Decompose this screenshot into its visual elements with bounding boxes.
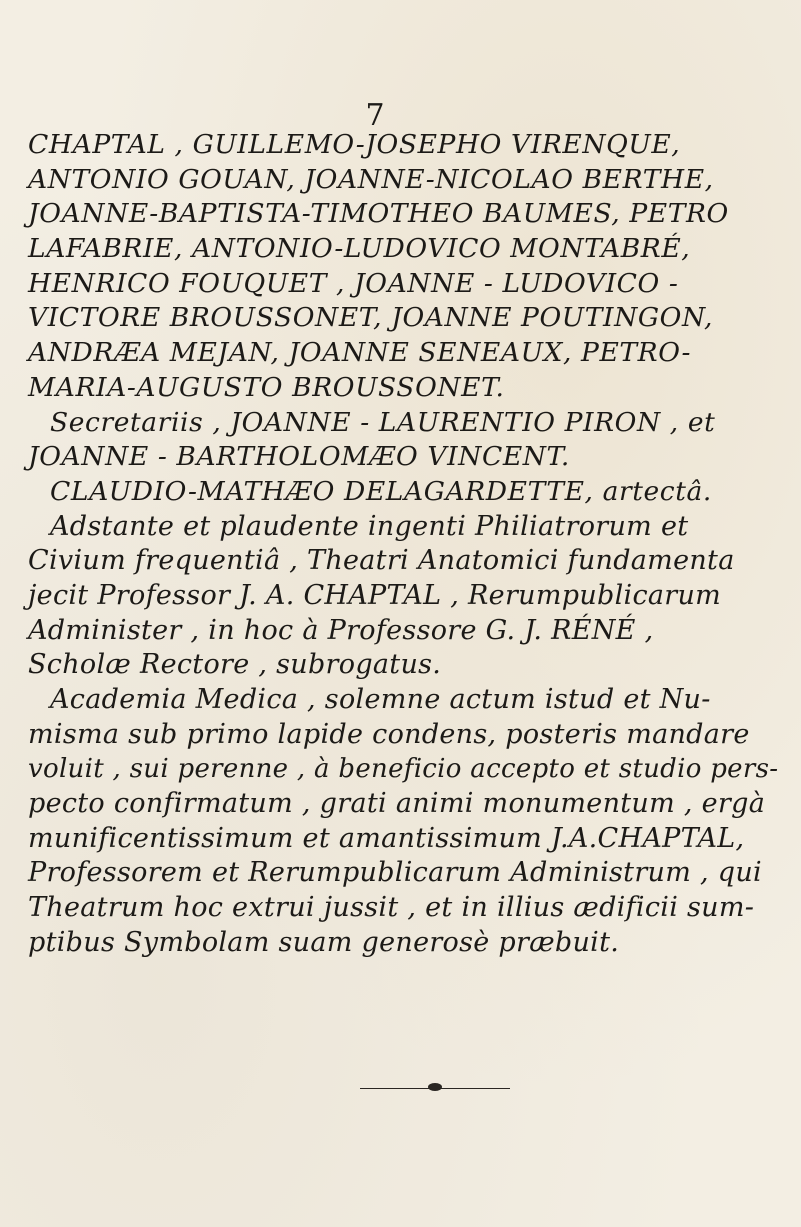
text-line-7: ANDRÆA MEJAN, JOANNE SENEAUX, PETRO- — [28, 337, 692, 369]
text-line-22: Professorem et Rerumpublicarum Administrum , qui — [28, 857, 762, 889]
text-line-8: MARIA-AUGUSTO BROUSSONET. — [28, 371, 505, 403]
text-line-15: Administer , in hoc à Professore G. J. RÉNÉ , — [28, 614, 654, 646]
text-line-11: CLAUDIO-MATHÆO DELAGARDETTE, artectâ. — [50, 475, 712, 507]
tailpiece-ornament — [428, 1083, 442, 1091]
text-line-21: munificentissimum et amantissimum J.A.CHAPTAL, — [28, 822, 745, 854]
text-line-10: JOANNE - BARTHOLOMÆO VINCENT. — [28, 441, 570, 473]
text-line-18: misma sub primo lapide condens, posteris mandare — [28, 718, 750, 750]
text-line-16: Scholæ Rectore , subrogatus. — [28, 649, 442, 681]
text-line-9: Secretariis , JOANNE - LAURENTIO PIRON , et — [50, 406, 716, 438]
text-line-6: VICTORE BROUSSONET, JOANNE POUTINGON, — [28, 302, 714, 334]
text-line-19: voluit , sui perenne , à beneficio accepto et studio pers- — [28, 754, 779, 785]
text-line-5: HENRICO FOUQUET , JOANNE - LUDOVICO - — [28, 267, 679, 299]
text-line-13: Civium frequentiâ , Theatri Anatomici fundamenta — [28, 545, 735, 577]
text-line-1: CHAPTAL , GUILLEMO-JOSEPHO VIRENQUE, — [28, 129, 681, 160]
text-line-17: Academia Medica , solemne actum istud et Nu- — [50, 684, 711, 715]
text-line-2: ANTONIO GOUAN, JOANNE-NICOLAO BERTHE, — [28, 163, 714, 195]
text-line-4: LAFABRIE, ANTONIO-LUDOVICO MONTABRÉ, — [28, 233, 691, 265]
text-line-20: pecto confirmatum , grati animi monumentum , ergà — [28, 788, 766, 820]
text-line-12: Adstante et plaudente ingenti Philiatrorum et — [50, 510, 689, 542]
body-text — [28, 128, 778, 961]
page-number: 7 — [365, 98, 385, 133]
text-line-23: Theatrum hoc extrui jussit , et in illius ædificii sum- — [28, 892, 755, 924]
text-line-24: ptibus Symbolam suam generosè præbuit. — [28, 926, 620, 958]
text-line-14: jecit Professor J. A. CHAPTAL , Rerumpublicarum — [28, 579, 722, 611]
text-line-3: JOANNE-BAPTISTA-TIMOTHEO BAUMES, PETRO — [28, 198, 729, 230]
